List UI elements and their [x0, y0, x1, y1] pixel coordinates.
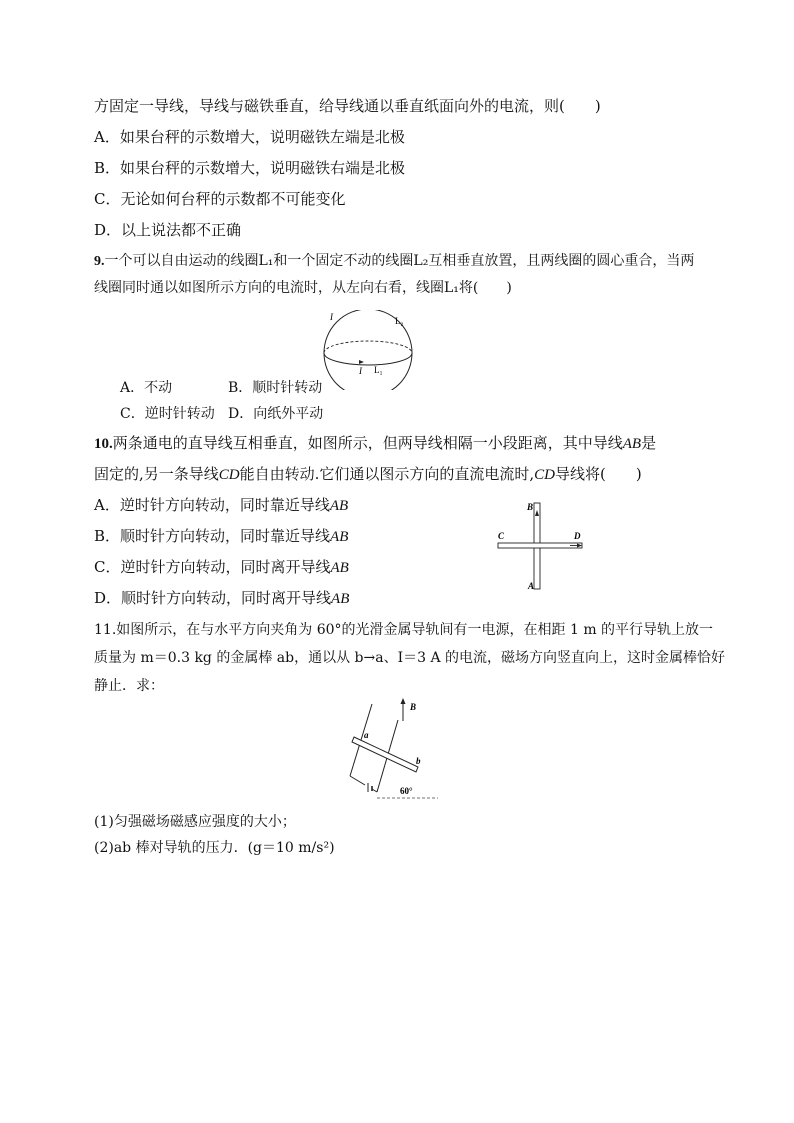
q11-line3: 静止．求： — [94, 678, 164, 694]
label-l1: L₁ — [374, 365, 383, 375]
label-c: C — [498, 531, 505, 541]
label-i-top: I — [330, 312, 333, 322]
q9-option-c: C．逆时针转动 — [120, 406, 215, 422]
q11-sub2: (2)ab 棒对导轨的压力．(g＝10 m/s²) — [94, 840, 335, 856]
q11-text-1: 如图所示，在与水平方向夹角为 60°的光滑金属导轨间有一电源，在相距 1 m 的平行导轨上放一 — [116, 622, 714, 638]
q9-figure — [316, 310, 426, 394]
coils-diagram — [316, 310, 426, 390]
q10-line1-ab: AB — [622, 436, 642, 452]
label-field-b: B — [410, 702, 417, 712]
q8-option-a: A．如果台秤的示数增大，说明磁铁左端是北极 — [94, 128, 405, 146]
label-angle: 60° — [400, 786, 413, 796]
q9-line1 — [94, 251, 694, 272]
current-arrow-l1 — [359, 360, 364, 364]
label-l2: L₂ — [395, 316, 404, 326]
q10-line1 — [94, 433, 656, 454]
q10-figure — [494, 498, 589, 597]
coil-l1-back — [324, 341, 412, 353]
metal-rod-ab — [352, 737, 418, 772]
incline-rail-diagram — [340, 694, 450, 804]
field-arrow-head — [401, 698, 406, 704]
label-a: A — [528, 581, 535, 591]
wire-cd — [498, 543, 582, 548]
q10-line1-text: 两条通电的直导线互相垂直，如图所示，但两导线相隔一小段距离，其中导线 — [112, 434, 623, 452]
q10-option-c-text: C．逆时针方向转动，同时离开导线 — [94, 558, 331, 576]
q10-line2-cd: CD — [218, 467, 240, 483]
q10-line2-cd2: CD — [534, 467, 556, 483]
label-b: b — [416, 756, 421, 766]
q9-option-b: B．顺时针转动 — [228, 380, 323, 396]
q10-option-b-ab: AB — [330, 529, 349, 545]
q10-option-a-ab: AB — [329, 498, 349, 514]
q11-figure — [340, 694, 450, 808]
q10-number: 10. — [94, 436, 113, 452]
label-a: a — [364, 730, 369, 740]
q10-option-d-text: D．顺时针方向转动，同时离开导线 — [94, 589, 332, 607]
q10-line2-mid: 能自由转动.它们通以图示方向的直流电流时, — [239, 465, 535, 483]
q10-option-a-text: A．逆时针方向转动，同时靠近导线 — [94, 496, 330, 514]
q10-option-a — [94, 495, 348, 516]
q9-option-d: D．向纸外平动 — [228, 406, 324, 422]
q10-option-d — [94, 588, 349, 609]
circuit-wire-left — [350, 776, 365, 785]
q11-line1 — [94, 620, 713, 640]
q11-sub1: (1)匀强磁场磁感应强度的大小； — [94, 814, 296, 830]
q10-line2 — [94, 464, 642, 485]
label-d: D — [574, 531, 581, 541]
q10-option-b — [94, 526, 348, 547]
q9-number: 9. — [94, 254, 105, 269]
q8-option-b: B．如果台秤的示数增大，说明磁铁右端是北极 — [94, 159, 406, 177]
q10-line1-tail: 是 — [641, 434, 657, 452]
q8-option-c: C．无论如何台秤的示数都不可能变化 — [94, 190, 346, 208]
q10-line2-text: 固定的,另一条导线 — [94, 465, 219, 483]
q11-line2: 质量为 m＝0.3 kg 的金属棒 ab，通以从 b→a、I＝3 A 的电流，磁场方向竖直向上，这时金属棒恰好 — [94, 650, 726, 666]
q9-text-1: 一个可以自由运动的线圈L₁和一个固定不动的线圈L₂互相垂直放置，且两线圈的圆心重合，当两 — [104, 253, 695, 269]
q10-option-b-text: B．顺时针方向转动，同时靠近导线 — [94, 527, 331, 545]
label-b: B — [527, 502, 534, 512]
label-i-mid: I — [359, 366, 362, 376]
q10-option-d-ab: AB — [331, 591, 350, 607]
q8-stem-tail: 方固定一导线，导线与磁铁垂直，给导线通以垂直纸面向外的电流，则( ) — [94, 97, 601, 115]
q8-option-d: D．以上说法都不正确 — [94, 221, 242, 239]
wires-diagram — [494, 498, 589, 593]
q10-option-c-ab: AB — [330, 560, 349, 576]
q9-option-a: A．不动 — [120, 380, 173, 396]
q10-line2-tail: 导线将( ) — [555, 465, 642, 483]
q11-number: 11. — [94, 622, 117, 638]
q9-line2: 线圈同时通以如图所示方向的电流时，从左向右看，线圈L₁将( ) — [94, 280, 512, 296]
q10-option-c — [94, 557, 349, 578]
coil-l1-front — [324, 353, 412, 365]
